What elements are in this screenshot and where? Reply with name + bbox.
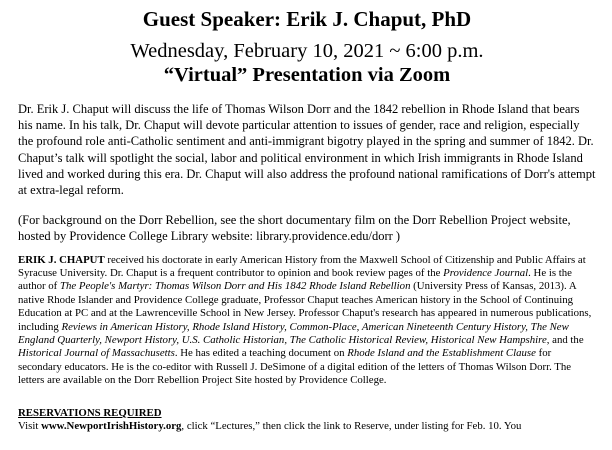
speaker-name: ERIK J. CHAPUT xyxy=(18,253,105,266)
event-date: Wednesday, February 10, 2021 ~ 6:00 p.m. xyxy=(130,40,484,62)
website-link[interactable]: www.NewportIrishHistory.org xyxy=(41,419,182,432)
background-paragraph: (For background on the Dorr Rebellion, see the short documentary film on the Dorr Rebellion Project website, hosted by Providence College Library website: library.providence.edu/dorr ) xyxy=(18,213,571,244)
reservations-heading: RESERVATIONS REQUIRED xyxy=(18,406,162,419)
book-title: The People's Martyr: Thomas Wilson Dorr and His 1842 Rhode Island Rebellion xyxy=(59,280,411,293)
event-subtitle: “Virtual” Presentation via Zoom xyxy=(163,64,451,86)
intro-paragraph: Dr. Erik J. Chaput will discuss the life of Thomas Wilson Dorr and the 1842 rebellion in Rhode Island that bears his name. In his talk, Dr. Chaput will devote particular attention to issues of gender, race and religion, especially the profound role anti-Catholic sentiment and anti-immigrant bigotry played in the spring and summer of 1842. Dr. Chaput’s talk will spotlight the social, labor and political environment in which Irish immigrants in Rhode Island lived and worked during this era. Dr. Chaput will also address the profound national ramifications of Dorr's attempt at extra-legal reform. xyxy=(18,102,596,198)
event-title: Guest Speaker: Erik J. Chaput, PhD xyxy=(142,7,472,31)
reservations-text: Visit www.NewportIrishHistory.org, click “Lectures,” then click the link to Reserve, under listing for Feb. 10. You xyxy=(18,419,522,432)
speaker-bio: ERIK J. CHAPUT received his doctorate in early American History from the Maxwell School of Citizenship and Public Affairs at Syracuse University. Dr. Chaput is a frequent contributor to opinion and book review pages of the Providence Journal. He is the author of The People's Martyr: Thomas Wilson Dorr and His 1842 Rhode Island Rebellion (University Press of Kansas, 2013). A native Rhode Islander and Providence College graduate, Professor Chaput teaches American history in the School of Continuing Education at PC and at the Lawrenceville School in New Jersey. Professor Chaput's research has appeared in numerous publications, including Reviews in American History, Rhode Island History, Common-Place, American Nineteenth Century History, The New England Quarterly, Newport History, U.S. Catholic Historian, The Catholic Historical Review, Historical New Hampshire, and the Historical Journal of Massachusetts. He has edited a teaching document on Rhode Island and the Establishment Clause for secondary educators. He is the co-editor with Russell J. DeSimone of a digital edition of the letters of Thomas Wilson Dorr. The letters are available on the Dorr Rebellion Project Site hosted by Providence College. xyxy=(18,253,592,387)
flyer-page xyxy=(18,6,596,433)
publications-list: Reviews in American History, Rhode Island History, Common-Place, American Nineteenth Century History, The New England Quarterly, Newport History, U.S. Catholic Historian, The Catholic Historical Review, Historical New Hampshire xyxy=(18,320,569,347)
